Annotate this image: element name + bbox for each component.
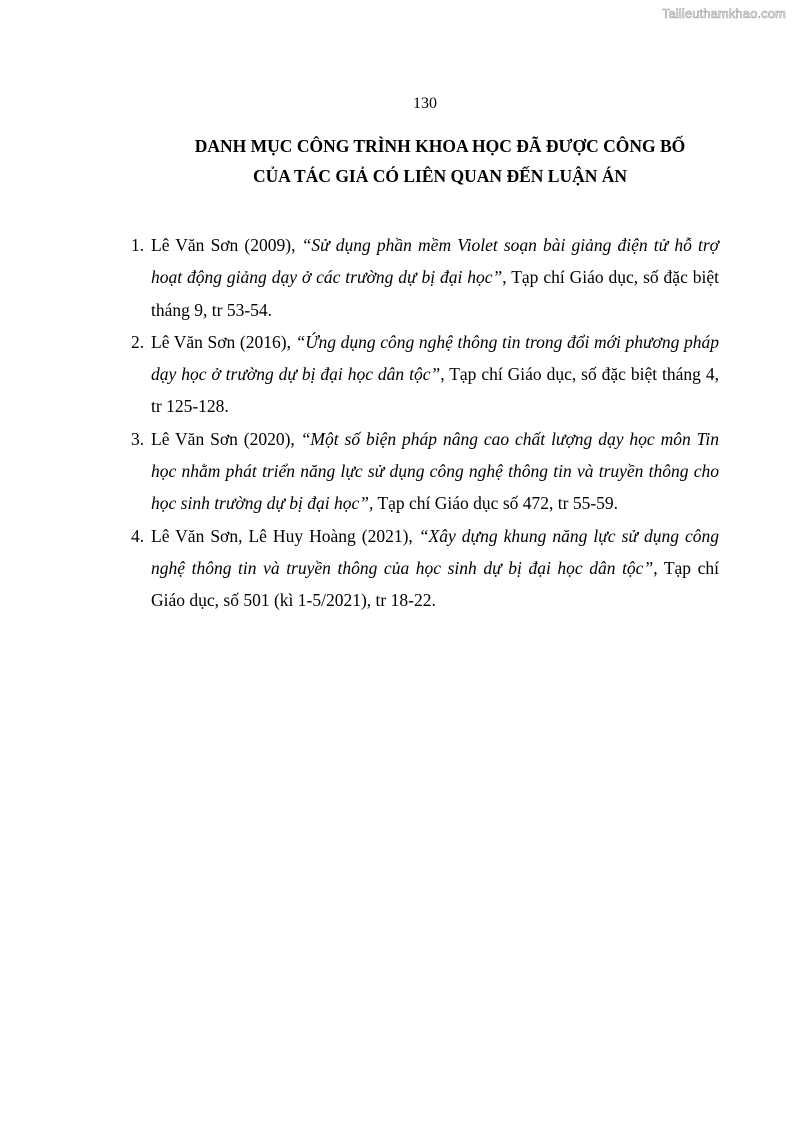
reference-authors: Lê Văn Sơn (2016), <box>151 331 296 352</box>
reference-source: , Tạp chí Giáo dục số 472, tr 55-59. <box>369 493 619 514</box>
reference-authors: Lê Văn Sơn (2020), <box>151 428 301 449</box>
reference-number: 1. <box>131 235 145 255</box>
reference-authors: Lê Văn Sơn, Lê Huy Hoàng (2021), <box>151 525 419 546</box>
reference-source: , Tạp chí Giáo dục, số đặc biệt tháng 9, tr 53-54. <box>151 267 719 320</box>
page-number: 130 <box>413 95 437 112</box>
page-title-line-2: CỦA TÁC GIẢ CÓ LIÊN QUAN ĐẾN LUẬN ÁN <box>252 166 628 186</box>
reference-title: “Ứng dụng công nghệ thông tin trong đổi mới phương pháp dạy học ở trường dự bị đại học dân tộc” <box>151 331 719 385</box>
reference-item <box>131 229 719 326</box>
reference-title: “Một số biện pháp nâng cao chất lượng dạy học môn Tin học nhằm phát triển năng lực sử dụng công nghệ thông tin và truyền thông cho học sinh trường dự bị đại học” <box>151 428 719 514</box>
reference-list <box>131 229 719 617</box>
reference-number: 4. <box>131 525 145 546</box>
reference-item <box>131 520 719 617</box>
reference-item <box>131 423 719 520</box>
reference-item <box>131 326 719 423</box>
reference-source: , Tạp chí Giáo dục, số 501 (kì 1-5/2021), tr 18-22. <box>151 557 719 611</box>
reference-number: 2. <box>131 331 145 352</box>
page-title-line-1: DANH MỤC CÔNG TRÌNH KHOA HỌC ĐÃ ĐƯỢC CÔNG BỐ <box>194 136 686 156</box>
reference-title: “Sử dụng phần mềm Violet soạn bài giảng điện tử hỗ trợ hoạt động giảng dạy ở các trường dự bị đại học” <box>151 235 719 288</box>
reference-number: 3. <box>131 428 145 449</box>
reference-authors: Lê Văn Sơn (2009), <box>151 235 302 255</box>
reference-source: , Tạp chí Giáo dục, số đặc biệt tháng 4, tr 125-128. <box>151 364 719 417</box>
watermark: Tailieuthamkhao.com <box>661 6 786 21</box>
reference-title: “Xây dựng khung năng lực sử dụng công nghệ thông tin và truyền thông của học sinh dự bị đại học dân tộc” <box>151 525 719 578</box>
